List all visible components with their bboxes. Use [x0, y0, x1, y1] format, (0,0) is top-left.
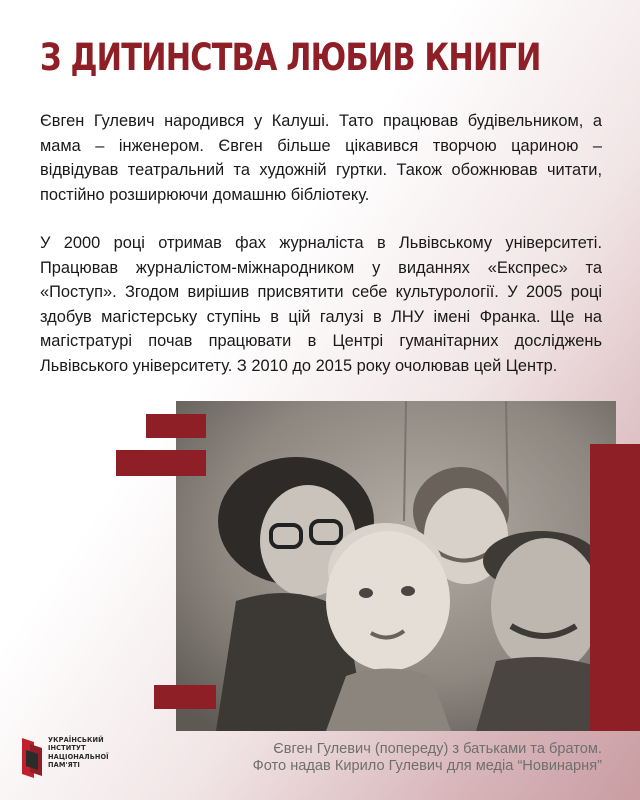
photo-caption [253, 741, 602, 775]
caption-line-1: Євген Гулевич (попереду) з батьками та братом. [273, 741, 602, 757]
page-title: З ДИТИНСТВА ЛЮБИВ КНИГИ [40, 36, 541, 79]
paragraph-career: У 2000 році отримав фах журналіста в Львівському університеті. Працював журналістом-міжнародником у виданнях «Експрес» та «Поступ». Згодом вирішив присвятити себе культурології. У 2005 році здобув магістерську ступінь в цій галузі в ЛНУ імені Франка. Ще на магістратурі почав працювати в Центрі гуманітарних досліджень Львівського університету. З 2010 до 2015 року очолював цей Центр. [40, 234, 602, 375]
logo-line-1: УКРАЇНСЬКИЙ [48, 736, 104, 744]
institute-emblem-icon [20, 734, 46, 778]
logo-line-4: ПАМ'ЯТІ [48, 761, 80, 770]
decor-bar-1 [146, 414, 206, 438]
logo-line-3: НАЦІОНАЛЬНОЇ [48, 752, 109, 761]
decor-bar-right [590, 444, 640, 731]
caption-line-2: Фото надав Кирило Гулевич для медіа “Новинарня” [252, 758, 602, 774]
paragraph-childhood: Євген Гулевич народився у Калуші. Тато працював будівельником, а мама – інженером. Євген більше цікавився творчою цариною – відвідував театральний та художній гуртки. Також обожнював читати, постійно розширюючи домашню бібліотеку. [40, 112, 602, 204]
institute-logo [20, 734, 130, 782]
decor-bar-3 [154, 685, 216, 709]
family-photo [176, 401, 616, 731]
decor-bar-2 [116, 450, 206, 476]
logo-line-2: ІНСТИТУТ [48, 744, 86, 753]
